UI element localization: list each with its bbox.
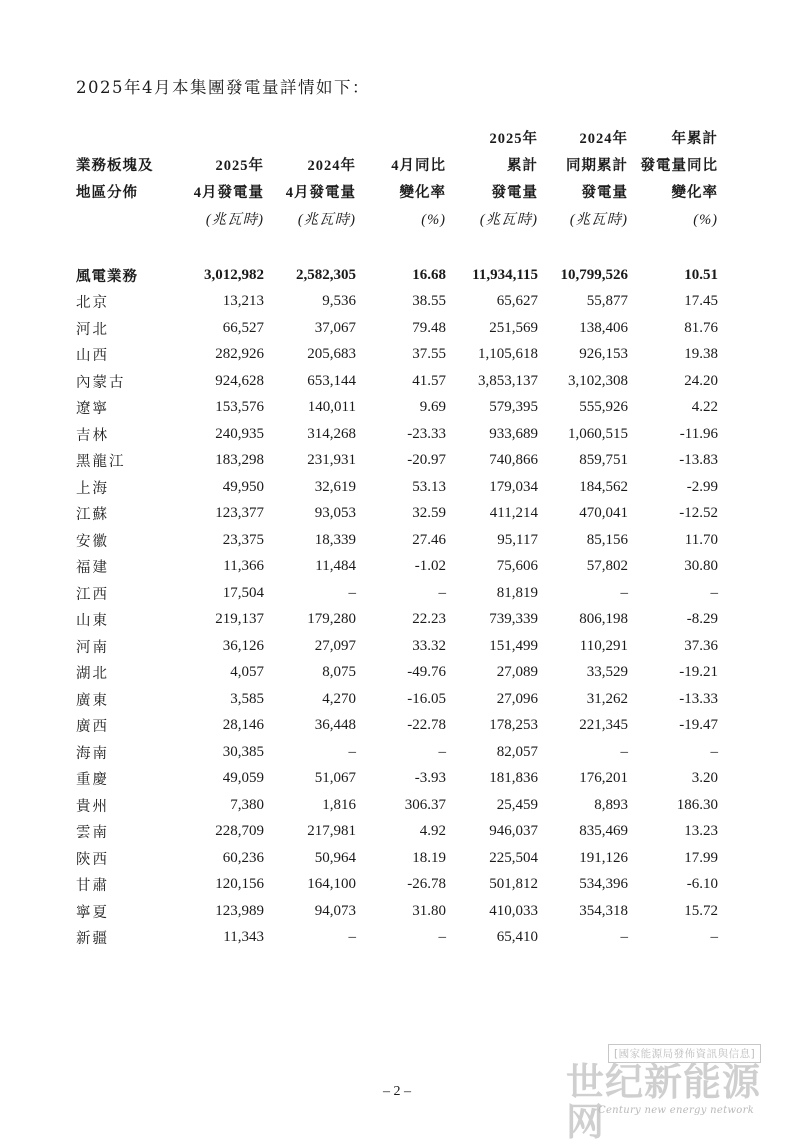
region-name-cell: 河北 xyxy=(76,321,109,338)
value-cell: 24.20 xyxy=(684,372,718,389)
value-cell: 49,950 xyxy=(222,478,264,495)
value-cell: 79.48 xyxy=(412,319,446,336)
value-cell: -20.97 xyxy=(407,452,446,469)
value-cell: 110,291 xyxy=(579,637,628,654)
header-line: 地區分佈 xyxy=(76,185,138,201)
value-cell: – xyxy=(348,584,356,601)
power-generation-table xyxy=(76,126,718,951)
value-cell: 16.68 xyxy=(412,266,446,283)
value-cell: 11.70 xyxy=(684,531,718,548)
value-cell: -3.93 xyxy=(414,770,446,787)
value-cell: 739,339 xyxy=(489,611,538,628)
header-row xyxy=(76,126,718,234)
value-cell: 27,096 xyxy=(496,690,538,707)
value-cell: -12.52 xyxy=(679,505,718,522)
header-line: 變化率 xyxy=(399,185,446,201)
value-cell: 183,298 xyxy=(215,452,264,469)
value-cell: 27,089 xyxy=(496,664,538,681)
value-cell: 60,236 xyxy=(222,849,264,866)
value-cell: 219,137 xyxy=(215,611,264,628)
value-cell: 95,117 xyxy=(497,531,538,548)
value-cell: 314,268 xyxy=(307,425,356,442)
region-name-cell: 廣東 xyxy=(76,692,109,709)
table-row xyxy=(76,872,718,899)
header-cell xyxy=(356,126,446,234)
value-cell: 470,041 xyxy=(579,505,628,522)
value-cell: 11,343 xyxy=(223,929,264,946)
watermark-logo: 世纪新能源网 xyxy=(566,1060,762,1144)
header-line: 發電量 xyxy=(491,185,538,201)
value-cell: -49.76 xyxy=(407,664,446,681)
value-cell: 8,893 xyxy=(594,796,628,813)
table-row xyxy=(76,501,718,528)
value-cell: 11,366 xyxy=(223,558,264,575)
value-cell: 37,067 xyxy=(314,319,356,336)
value-cell: 10.51 xyxy=(684,266,718,283)
header-line: 2025年 xyxy=(489,131,538,147)
value-cell: 184,562 xyxy=(579,478,628,495)
value-cell: 138,406 xyxy=(579,319,628,336)
value-cell: 179,280 xyxy=(307,611,356,628)
value-cell: 9,536 xyxy=(322,293,356,310)
header-line xyxy=(264,126,356,153)
region-name-cell: 黑龍江 xyxy=(76,454,126,471)
value-cell: 17.45 xyxy=(684,293,718,310)
value-cell: 81.76 xyxy=(684,319,718,336)
header-unit: (兆瓦時) xyxy=(297,212,356,228)
value-cell: 65,627 xyxy=(496,293,538,310)
value-cell: 33.32 xyxy=(412,637,446,654)
header-line: 4月發電量 xyxy=(193,185,264,201)
table-row xyxy=(76,898,718,925)
value-cell: 53.13 xyxy=(412,478,446,495)
header-line: 累計 xyxy=(507,158,538,174)
value-cell: 57,802 xyxy=(586,558,628,575)
value-cell: 18,339 xyxy=(314,531,356,548)
value-cell: 82,057 xyxy=(496,743,538,760)
value-cell: 41.57 xyxy=(412,372,446,389)
value-cell: 19.38 xyxy=(684,346,718,363)
header-line: 發電量 xyxy=(581,185,628,201)
table-header xyxy=(76,126,718,262)
value-cell: 49,059 xyxy=(222,770,264,787)
value-cell: 66,527 xyxy=(222,319,264,336)
value-cell: -22.78 xyxy=(407,717,446,734)
header-cell xyxy=(76,126,172,234)
value-cell: 65,410 xyxy=(496,929,538,946)
value-cell: -26.78 xyxy=(407,876,446,893)
value-cell: 835,469 xyxy=(579,823,628,840)
value-cell: – xyxy=(620,584,628,601)
value-cell: -16.05 xyxy=(407,690,446,707)
value-cell: 2,582,305 xyxy=(296,266,356,283)
value-cell: 50,964 xyxy=(314,849,356,866)
value-cell: 30,385 xyxy=(222,743,264,760)
region-name-cell: 北京 xyxy=(76,295,109,312)
region-name-cell: 安徽 xyxy=(76,533,109,550)
header-line: 同期累計 xyxy=(566,158,628,174)
value-cell: – xyxy=(710,743,718,760)
value-cell: 228,709 xyxy=(215,823,264,840)
value-cell: – xyxy=(348,743,356,760)
value-cell: 501,812 xyxy=(489,876,538,893)
header-unit: (兆瓦時) xyxy=(205,212,264,228)
region-name-cell: 甘肅 xyxy=(76,878,109,895)
table-row xyxy=(76,395,718,422)
value-cell: 3,585 xyxy=(230,690,264,707)
value-cell: 179,034 xyxy=(489,478,538,495)
table-row xyxy=(76,792,718,819)
value-cell: 1,105,618 xyxy=(478,346,538,363)
value-cell: 240,935 xyxy=(215,425,264,442)
header-line: 業務板塊及 xyxy=(76,158,154,174)
value-cell: 534,396 xyxy=(579,876,628,893)
region-name-cell: 風電業務 xyxy=(76,267,138,285)
region-name-cell: 重慶 xyxy=(76,772,109,789)
header-unit: (兆瓦時) xyxy=(569,212,628,228)
header-line: 4月同比 xyxy=(391,158,446,174)
header-line: 2024年 xyxy=(579,131,628,147)
header-unit xyxy=(76,207,172,234)
total-row xyxy=(76,262,718,289)
header-cell xyxy=(264,126,356,234)
header-line: 4月發電量 xyxy=(285,185,356,201)
value-cell: 221,345 xyxy=(579,717,628,734)
region-name-cell: 河南 xyxy=(76,639,109,656)
table-row xyxy=(76,633,718,660)
value-cell: 10,799,526 xyxy=(560,266,628,283)
value-cell: 354,318 xyxy=(579,902,628,919)
value-cell: 205,683 xyxy=(307,346,356,363)
table-row xyxy=(76,686,718,713)
value-cell: 27,097 xyxy=(314,637,356,654)
header-line: 發電量同比 xyxy=(640,158,718,174)
value-cell: -11.96 xyxy=(679,425,718,442)
table-row xyxy=(76,421,718,448)
region-name-cell: 寧夏 xyxy=(76,904,109,921)
value-cell: 94,073 xyxy=(314,902,356,919)
value-cell: 859,751 xyxy=(579,452,628,469)
value-cell: 282,926 xyxy=(215,346,264,363)
table-row xyxy=(76,289,718,316)
value-cell: -1.02 xyxy=(414,558,446,575)
value-cell: – xyxy=(620,743,628,760)
value-cell: – xyxy=(710,584,718,601)
value-cell: 31.80 xyxy=(412,902,446,919)
value-cell: 33,529 xyxy=(586,664,628,681)
header-line: 變化率 xyxy=(671,185,718,201)
value-cell: 17,504 xyxy=(222,584,264,601)
table-row xyxy=(76,580,718,607)
value-cell: 4,057 xyxy=(230,664,264,681)
header-line xyxy=(172,126,264,153)
table-row xyxy=(76,448,718,475)
region-name-cell: 上海 xyxy=(76,480,109,497)
region-name-cell: 吉林 xyxy=(76,427,109,444)
value-cell: -19.47 xyxy=(679,717,718,734)
table-row xyxy=(76,925,718,952)
value-cell: 123,377 xyxy=(215,505,264,522)
value-cell: 151,499 xyxy=(489,637,538,654)
table-row xyxy=(76,739,718,766)
value-cell: 4.22 xyxy=(691,399,718,416)
value-cell: 120,156 xyxy=(215,876,264,893)
value-cell: 37.36 xyxy=(684,637,718,654)
table-row xyxy=(76,713,718,740)
value-cell: 225,504 xyxy=(489,849,538,866)
table-row xyxy=(76,845,718,872)
value-cell: 55,877 xyxy=(586,293,628,310)
region-name-cell: 陝西 xyxy=(76,851,109,868)
value-cell: 11,934,115 xyxy=(472,266,538,283)
table-row xyxy=(76,368,718,395)
value-cell: 946,037 xyxy=(489,823,538,840)
value-cell: 51,067 xyxy=(314,770,356,787)
value-cell: -13.33 xyxy=(679,690,718,707)
value-cell: 27.46 xyxy=(412,531,446,548)
value-cell: 8,075 xyxy=(322,664,356,681)
value-cell: -6.10 xyxy=(686,876,718,893)
value-cell: 7,380 xyxy=(230,796,264,813)
watermark-subtitle: Century new energy network xyxy=(598,1105,755,1116)
value-cell: 11,484 xyxy=(315,558,356,575)
header-unit: (兆瓦時) xyxy=(479,212,538,228)
region-name-cell: 江蘇 xyxy=(76,507,109,524)
table-row xyxy=(76,607,718,634)
value-cell: 85,156 xyxy=(586,531,628,548)
value-cell: 22.23 xyxy=(412,611,446,628)
table-row xyxy=(76,474,718,501)
value-cell: 32.59 xyxy=(412,505,446,522)
table-body xyxy=(76,262,718,951)
header-line: 年累計 xyxy=(671,131,718,147)
page-number: – 2 – xyxy=(383,1084,411,1099)
header-cell xyxy=(628,126,718,234)
value-cell: 93,053 xyxy=(314,505,356,522)
region-name-cell: 雲南 xyxy=(76,825,109,842)
value-cell: 28,146 xyxy=(222,717,264,734)
value-cell: 191,126 xyxy=(579,849,628,866)
header-line: 2024年 xyxy=(307,158,356,174)
region-name-cell: 湖北 xyxy=(76,666,109,683)
value-cell: 36,448 xyxy=(314,717,356,734)
value-cell: – xyxy=(620,929,628,946)
header-line xyxy=(356,126,446,153)
value-cell: 579,395 xyxy=(489,399,538,416)
value-cell: 3,102,308 xyxy=(568,372,628,389)
value-cell: 38.55 xyxy=(412,293,446,310)
table-row xyxy=(76,315,718,342)
value-cell: -2.99 xyxy=(686,478,718,495)
value-cell: 806,198 xyxy=(579,611,628,628)
region-name-cell: 山東 xyxy=(76,613,109,630)
header-line xyxy=(76,126,172,153)
region-name-cell: 山西 xyxy=(76,348,109,365)
header-cell xyxy=(172,126,264,234)
value-cell: -19.21 xyxy=(679,664,718,681)
header-unit: (%) xyxy=(693,212,718,228)
value-cell: 933,689 xyxy=(489,425,538,442)
value-cell: 1,816 xyxy=(322,796,356,813)
region-name-cell: 福建 xyxy=(76,560,109,577)
value-cell: 186.30 xyxy=(676,796,718,813)
value-cell: 25,459 xyxy=(496,796,538,813)
value-cell: 23,375 xyxy=(222,531,264,548)
value-cell: 411,214 xyxy=(489,505,538,522)
table-row xyxy=(76,766,718,793)
value-cell: 153,576 xyxy=(215,399,264,416)
region-name-cell: 內蒙古 xyxy=(76,374,126,391)
value-cell: 181,836 xyxy=(489,770,538,787)
value-cell: 217,981 xyxy=(307,823,356,840)
value-cell: 4,270 xyxy=(322,690,356,707)
value-cell: 36,126 xyxy=(222,637,264,654)
value-cell: 306.37 xyxy=(404,796,446,813)
value-cell: 4.92 xyxy=(419,823,446,840)
value-cell: 740,866 xyxy=(489,452,538,469)
value-cell: 17.99 xyxy=(684,849,718,866)
value-cell: 926,153 xyxy=(579,346,628,363)
value-cell: 1,060,515 xyxy=(568,425,628,442)
region-name-cell: 遼寧 xyxy=(76,401,109,418)
header-unit: (%) xyxy=(421,212,446,228)
value-cell: 164,100 xyxy=(307,876,356,893)
watermark-stamp: [國家能源局發佈資訊與信息] xyxy=(608,1044,761,1063)
value-cell: – xyxy=(438,584,446,601)
value-cell: 75,606 xyxy=(496,558,538,575)
value-cell: – xyxy=(438,743,446,760)
value-cell: – xyxy=(348,929,356,946)
table-row xyxy=(76,342,718,369)
header-cell xyxy=(538,126,628,234)
value-cell: 3,012,982 xyxy=(204,266,264,283)
value-cell: 32,619 xyxy=(314,478,356,495)
value-cell: 555,926 xyxy=(579,399,628,416)
region-name-cell: 海南 xyxy=(76,745,109,762)
value-cell: 37.55 xyxy=(412,346,446,363)
value-cell: 13.23 xyxy=(684,823,718,840)
value-cell: 924,628 xyxy=(215,372,264,389)
value-cell: 31,262 xyxy=(586,690,628,707)
value-cell: 123,989 xyxy=(215,902,264,919)
header-cell xyxy=(446,126,538,234)
value-cell: 653,144 xyxy=(307,372,356,389)
value-cell: – xyxy=(438,929,446,946)
intro-text: 2025年4月本集團發電量詳情如下： xyxy=(76,78,370,97)
value-cell: 251,569 xyxy=(489,319,538,336)
value-cell: 81,819 xyxy=(496,584,538,601)
value-cell: 178,253 xyxy=(489,717,538,734)
value-cell: 15.72 xyxy=(684,902,718,919)
region-name-cell: 江西 xyxy=(76,586,109,603)
value-cell: -23.33 xyxy=(407,425,446,442)
header-line: 2025年 xyxy=(215,158,264,174)
value-cell: 18.19 xyxy=(412,849,446,866)
value-cell: 3.20 xyxy=(691,770,718,787)
value-cell: -13.83 xyxy=(679,452,718,469)
value-cell: -8.29 xyxy=(686,611,718,628)
value-cell: 140,011 xyxy=(307,399,356,416)
region-name-cell: 廣西 xyxy=(76,719,109,736)
table-row xyxy=(76,554,718,581)
value-cell: 30.80 xyxy=(684,558,718,575)
value-cell: 410,033 xyxy=(489,902,538,919)
value-cell: 231,931 xyxy=(307,452,356,469)
table-row xyxy=(76,660,718,687)
region-name-cell: 貴州 xyxy=(76,798,109,815)
table-row xyxy=(76,527,718,554)
value-cell: 176,201 xyxy=(579,770,628,787)
value-cell: 13,213 xyxy=(222,293,264,310)
value-cell: 9.69 xyxy=(419,399,446,416)
region-name-cell: 新疆 xyxy=(76,931,109,948)
value-cell: – xyxy=(710,929,718,946)
table-row xyxy=(76,819,718,846)
value-cell: 3,853,137 xyxy=(478,372,538,389)
